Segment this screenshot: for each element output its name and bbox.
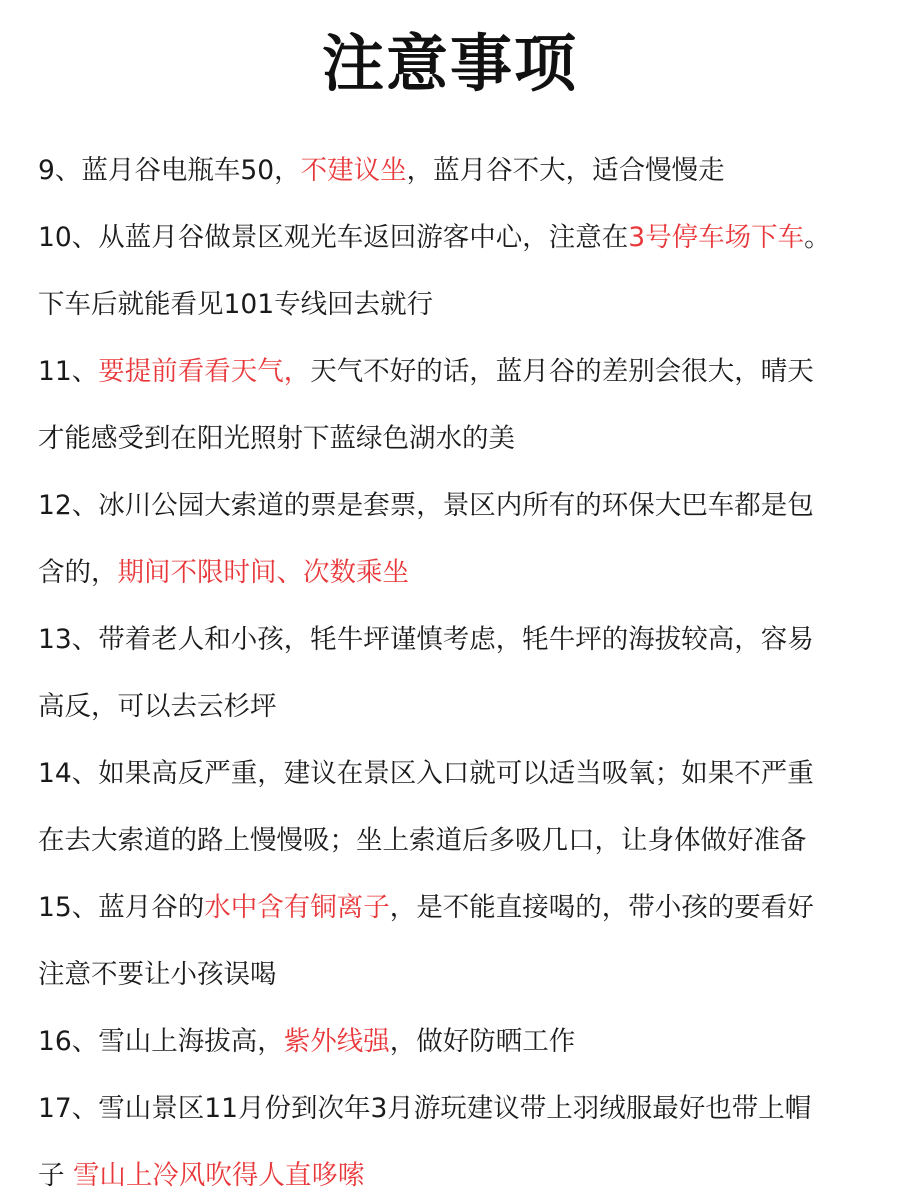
body-text: 9、蓝月谷电瓶车50，: [38, 155, 301, 186]
body-text: 含的，: [38, 557, 118, 588]
body-text: 17、雪山景区11月份到次年3月游玩建议带上羽绒服最好也带上帽: [38, 1093, 812, 1124]
highlight-text: 不建议坐: [300, 155, 407, 186]
highlight-text: 期间不限时间、次数乘坐: [117, 557, 409, 588]
body-text: 11、: [38, 356, 99, 387]
note-line: [38, 486, 868, 526]
body-text: 12、冰川公园大索道的票是套票，景区内所有的环保大巴车都是包: [38, 490, 814, 521]
body-text: 注意不要让小孩误喝: [38, 959, 277, 990]
highlight-text: 水中含有铜离子: [204, 892, 390, 923]
note-line: [38, 888, 868, 928]
body-text: 13、带着老人和小孩，牦牛坪谨慎考虑，牦牛坪的海拔较高，容易: [38, 624, 814, 655]
note-line: [38, 821, 868, 861]
body-text: 高反，可以去云杉坪: [38, 691, 277, 722]
body-text: 天气不好的话，蓝月谷的差别会很大，晴天: [310, 356, 814, 387]
body-text: 10、从蓝月谷做景区观光车返回游客中心，注意在: [38, 222, 629, 253]
body-text: ，是不能直接喝的，带小孩的要看好: [389, 892, 814, 923]
highlight-text: 紫外线强: [283, 1026, 390, 1057]
page-title: 注意事项: [321, 27, 578, 100]
note-line: [38, 352, 868, 392]
note-line: [38, 620, 868, 660]
note-line: [38, 553, 868, 593]
body-text: 下车后就能看见101专线回去就行: [38, 289, 434, 320]
body-text: 才能感受到在阳光照射下蓝绿色湖水的美: [38, 423, 515, 454]
body-text: ，蓝月谷不大，适合慢慢走: [406, 155, 725, 186]
body-text: 14、如果高反严重，建议在景区入口就可以适当吸氧；如果不严重: [38, 758, 814, 789]
highlight-text: 要提前看看天气，: [98, 356, 311, 387]
body-text: 在去大索道的路上慢慢吸；坐上索道后多吸几口，让身体做好准备: [38, 825, 807, 856]
note-line: [38, 754, 868, 794]
note-line: [38, 285, 868, 325]
body-text: 15、蓝月谷的: [38, 892, 205, 923]
body-text: ，做好防晒工作: [389, 1026, 576, 1057]
note-line: [38, 1089, 868, 1129]
body-text: 子: [38, 1160, 73, 1191]
note-line: [38, 955, 868, 995]
body-text: 16、雪山上海拔高，: [38, 1026, 284, 1057]
note-line: [38, 419, 868, 459]
note-line: [38, 1156, 868, 1196]
note-line: [38, 687, 868, 727]
note-line: [38, 218, 868, 258]
note-line: [38, 1022, 868, 1062]
body-text: 。: [804, 222, 831, 253]
highlight-text: 雪山上冷风吹得人直哆嗦: [72, 1160, 365, 1191]
highlight-text: 3号停车场下车: [628, 222, 805, 253]
note-line: [38, 151, 868, 191]
